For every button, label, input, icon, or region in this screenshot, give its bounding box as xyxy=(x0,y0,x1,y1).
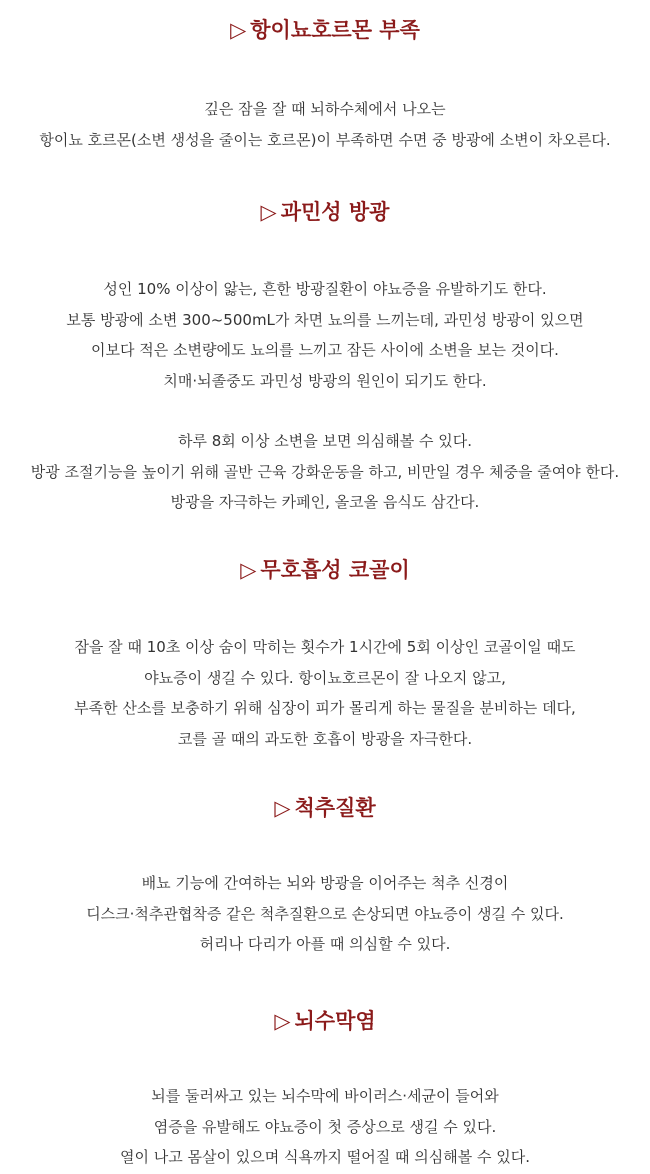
section-heading xyxy=(0,794,650,822)
paragraph xyxy=(0,426,650,518)
heading-text: 무호흡성 코골이 xyxy=(260,558,410,582)
paragraph xyxy=(0,274,650,396)
text-line: 배뇨 기능에 간여하는 뇌와 방광을 이어주는 척추 신경이 xyxy=(141,874,509,892)
text-line: 디스크·척추관협착증 같은 척추질환으로 손상되면 야뇨증이 생길 수 있다. xyxy=(86,904,564,923)
text-line: 부족한 산소를 보충하기 위해 심장이 피가 몰리게 하는 물질을 분비하는 데다, xyxy=(74,699,576,717)
text-line: 코를 골 때의 과도한 호흡이 방광을 자극한다. xyxy=(177,729,473,748)
heading-text: 뇌수막염 xyxy=(294,1009,376,1033)
triangle-marker-icon: ▷ xyxy=(230,18,247,42)
section-heading xyxy=(0,1007,650,1035)
triangle-marker-icon: ▷ xyxy=(240,558,257,582)
section-heading xyxy=(0,198,650,226)
paragraph xyxy=(0,1081,650,1173)
text-line: 열이 나고 몸살이 있으며 식욕까지 떨어질 때 의심해볼 수 있다. xyxy=(120,1148,530,1166)
section-meningitis xyxy=(0,1007,650,1173)
heading-text: 과민성 방광 xyxy=(280,200,390,224)
section-heading xyxy=(0,556,650,584)
paragraph xyxy=(0,868,650,960)
text-line: 보통 방광에 소변 300~500mL가 차면 뇨의를 느끼는데, 과민성 방광이 있으면 xyxy=(66,310,584,329)
section-apnea-snoring xyxy=(0,556,650,754)
heading-text: 척추질환 xyxy=(294,796,376,820)
paragraph xyxy=(0,94,650,155)
text-line: 잠을 잘 때 10초 이상 숨이 막히는 횟수가 1시간에 5회 이상인 코골이일 때도 xyxy=(74,638,576,656)
text-line: 야뇨증이 생길 수 있다. 항이뇨호르몬이 잘 나오지 않고, xyxy=(144,668,506,687)
triangle-marker-icon: ▷ xyxy=(274,1009,291,1033)
text-line: 허리나 다리가 아플 때 의심할 수 있다. xyxy=(199,935,451,953)
text-line: 깊은 잠을 잘 때 뇌하수체에서 나오는 xyxy=(204,100,446,118)
triangle-marker-icon: ▷ xyxy=(274,796,291,820)
section-hormone xyxy=(0,16,650,155)
triangle-marker-icon: ▷ xyxy=(260,200,277,224)
text-line: 방광 조절기능을 높이기 위해 골반 근육 강화운동을 하고, 비만일 경우 체중을 줄여야 한다. xyxy=(30,462,620,481)
text-line: 항이뇨 호르몬(소변 생성을 줄이는 호르몬)이 부족하면 수면 중 방광에 소변이 차오른다. xyxy=(39,130,611,149)
heading-text: 항이뇨호르몬 부족 xyxy=(250,18,420,42)
text-line: 방광을 자극하는 카페인, 올코올 음식도 삼간다. xyxy=(170,493,480,511)
section-heading xyxy=(0,16,650,44)
section-overactive-bladder xyxy=(0,198,650,518)
text-line: 이보다 적은 소변량에도 뇨의를 느끼고 잠든 사이에 소변을 보는 것이다. xyxy=(91,341,559,359)
text-line: 성인 10% 이상이 앓는, 흔한 방광질환이 야뇨증을 유발하기도 한다. xyxy=(103,280,547,298)
paragraph xyxy=(0,632,650,754)
text-line: 하루 8회 이상 소변을 보면 의심해볼 수 있다. xyxy=(177,432,473,450)
text-line: 치매·뇌졸중도 과민성 방광의 원인이 되기도 한다. xyxy=(163,371,487,390)
text-line: 뇌를 둘러싸고 있는 뇌수막에 바이러스·세균이 들어와 xyxy=(151,1087,499,1105)
section-spinal-disease xyxy=(0,794,650,960)
text-line: 염증을 유발해도 야뇨증이 첫 증상으로 생길 수 있다. xyxy=(153,1117,497,1136)
